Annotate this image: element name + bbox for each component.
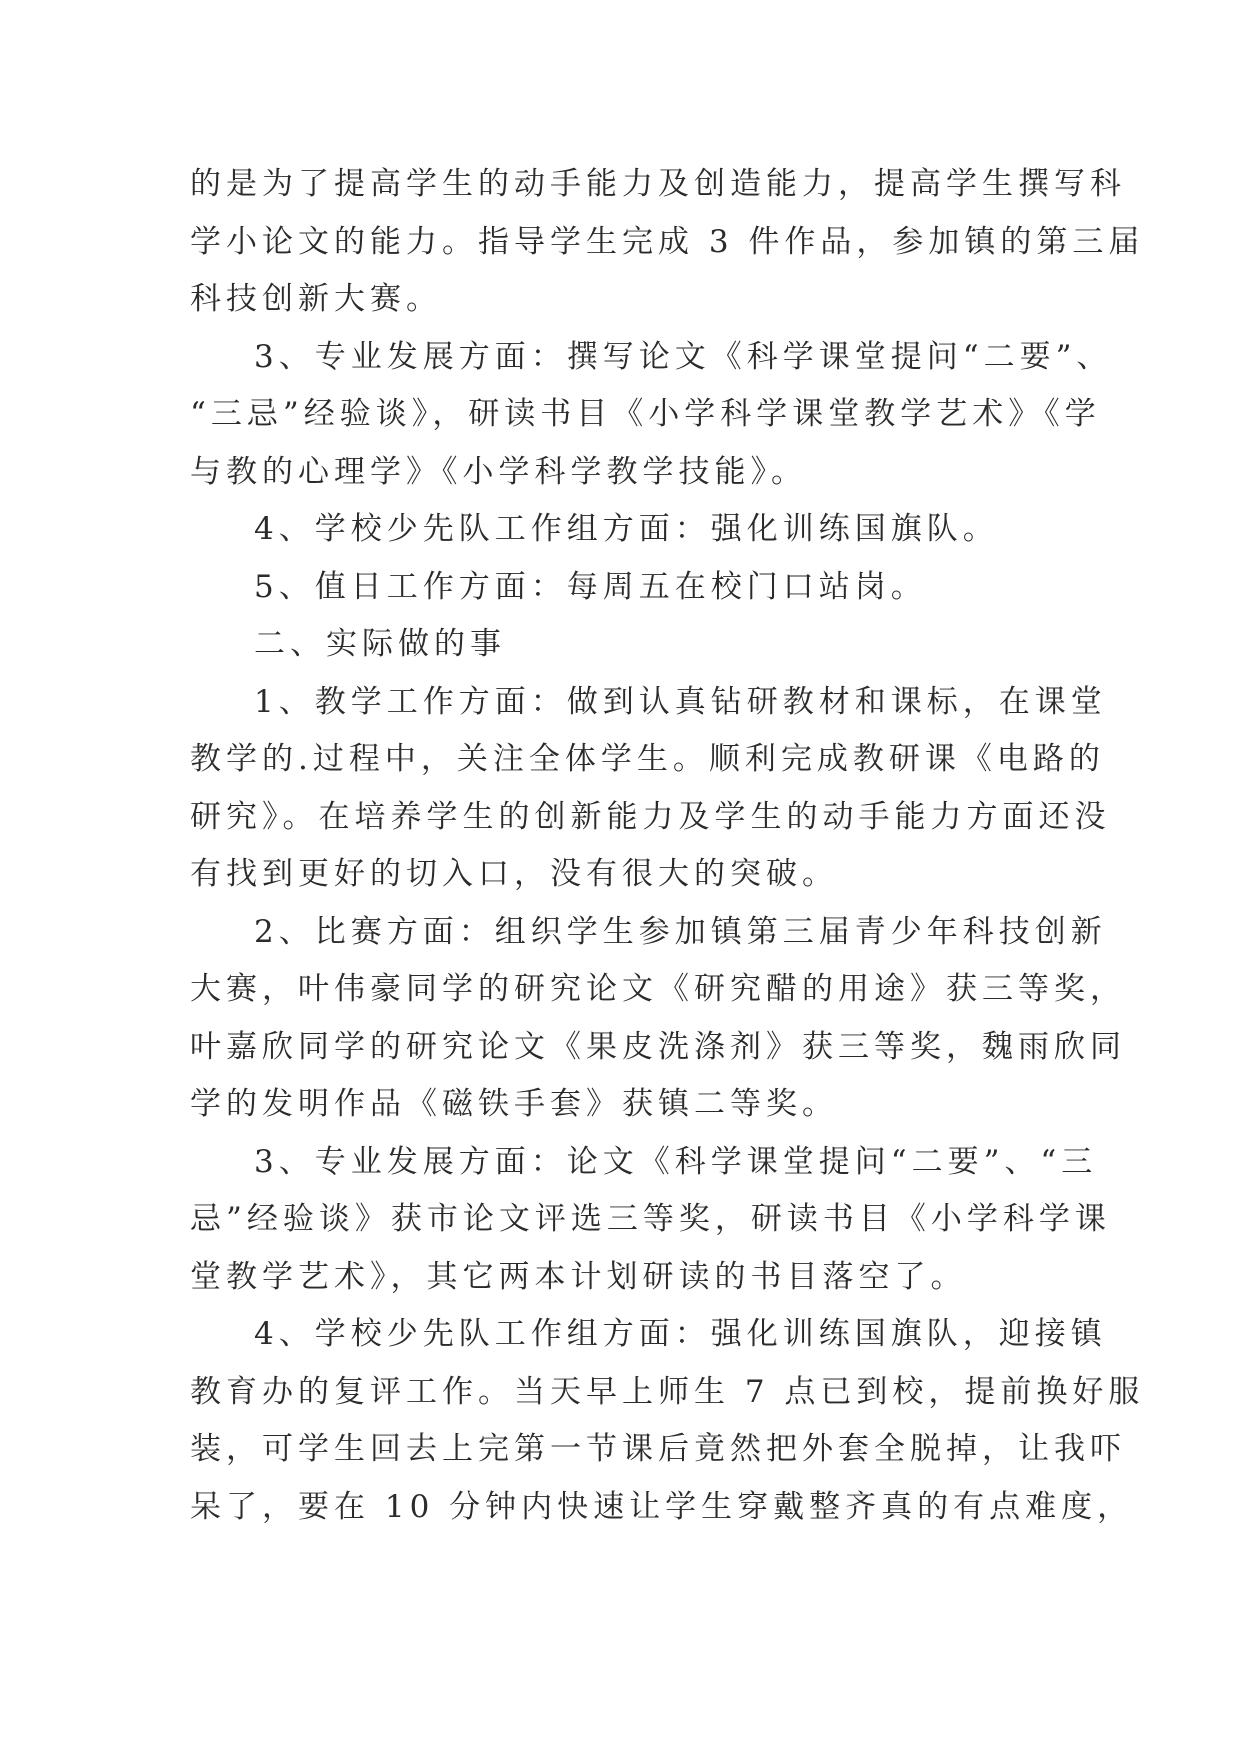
- text-line: 研究》。在培养学生的创新能力及学生的动手能力方面还没: [190, 798, 1111, 835]
- text-line: 3、专业发展方面：撰写论文《科学课堂提问“二要”、: [254, 338, 1113, 375]
- text-line: 教学的.过程中，关注全体学生。顺利完成教研课《电路的: [190, 741, 1105, 777]
- text-line: 学小论文的能力。指导学生完成 3 件作品，参加镇的第三届: [190, 223, 1145, 260]
- text-line: 的是为了提高学生的动手能力及创造能力，提高学生撰写科: [190, 166, 1126, 202]
- text-line: 堂教学艺术》，其它两本计划研读的书目落空了。: [190, 1258, 967, 1295]
- text-line: “三忌”经验谈》，研读书目《小学科学课堂教学艺术》《学: [190, 396, 1101, 432]
- text-line: 忌”经验谈》获市论文评选三等奖，研读书目《小学科学课: [190, 1201, 1111, 1237]
- text-line: 与教的心理学》《小学科学教学技能》。: [190, 453, 807, 490]
- text-line: 装，可学生回去上完第一节课后竟然把外套全脱掉，让我吓: [190, 1431, 1126, 1467]
- text-line: 大赛，叶伟豪同学的研究论文《研究醋的用途》获三等奖，: [190, 971, 1126, 1007]
- text-line: 呆了，要在 10 分钟内快速让学生穿戴整齐真的有点难度，: [190, 1488, 1134, 1525]
- text-line: 学的发明作品《磁铁手套》获镇二等奖。: [190, 1086, 838, 1122]
- text-line: 有找到更好的切入口，没有很大的突破。: [190, 856, 838, 892]
- text-line: 2、比赛方面：组织学生参加镇第三届青少年科技创新: [254, 913, 1107, 950]
- text-line: 3、专业发展方面：论文《科学课堂提问“二要”、“三: [254, 1143, 1098, 1180]
- text-line: 1、教学工作方面：做到认真钻研教材和课标，在课堂: [254, 683, 1107, 720]
- text-line: 5、值日工作方面：每周五在校门口站岗。: [254, 568, 927, 605]
- text-line: 科技创新大赛。: [190, 281, 442, 317]
- document-body: [190, 156, 1145, 1536]
- text-line: 4、学校少先队工作组方面：强化训练国旗队，迎接镇: [254, 1316, 1107, 1352]
- text-line: 教育办的复评工作。当天早上师生 7 点已到校，提前换好服: [190, 1373, 1145, 1410]
- text-line: 叶嘉欣同学的研究论文《果皮洗涤剂》获三等奖，魏雨欣同: [190, 1028, 1126, 1065]
- text-line: 4、学校少先队工作组方面：强化训练国旗队。: [254, 511, 999, 547]
- section-heading: 二、实际做的事: [254, 626, 506, 662]
